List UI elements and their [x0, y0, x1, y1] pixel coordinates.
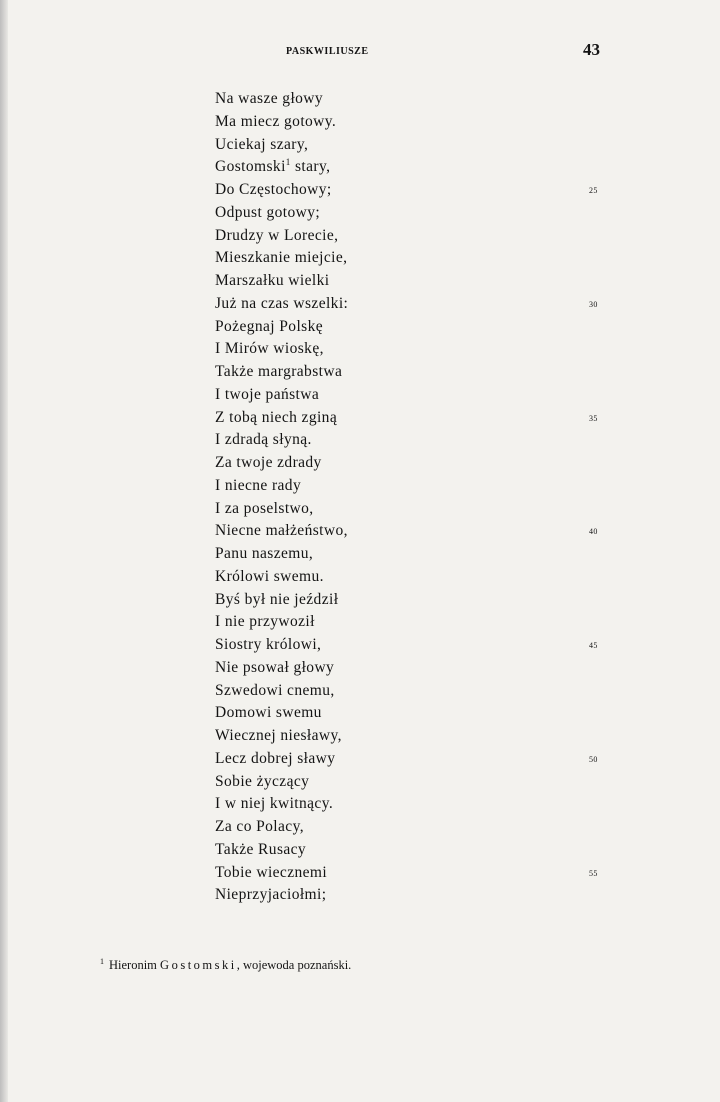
verse-line	[215, 475, 615, 498]
verse-text: Drudzy w Lorecie,	[215, 226, 339, 244]
verse-text: I nie przywoził	[215, 613, 315, 631]
verse-text: Sobie życzący	[215, 772, 310, 790]
verse-text: Siostry królowi,	[215, 636, 322, 653]
verse-line	[215, 634, 615, 657]
verse-line	[215, 725, 615, 748]
verse-line	[215, 179, 615, 202]
verse-line	[215, 702, 615, 725]
verse-text: Także margrabstwa	[215, 363, 343, 380]
verse-line	[215, 520, 615, 543]
verse-text: Z tobą niech zginą	[215, 408, 338, 426]
verse-line	[215, 884, 615, 907]
line-number: 55	[589, 868, 598, 878]
footnote-ref: 1	[285, 157, 291, 168]
verse-line	[215, 407, 615, 430]
footnote-rest: , wojewoda poznański.	[236, 958, 352, 972]
verse-text: Gostomski	[215, 158, 286, 176]
verse-text: I zdradą słyną.	[215, 431, 312, 449]
verse-text: Pożegnaj Polskę	[215, 317, 324, 335]
verse-line	[215, 202, 615, 225]
verse-text: Niecne małżeństwo,	[215, 522, 348, 540]
running-title: PASKWILIUSZE	[286, 46, 369, 57]
verse-line	[215, 566, 615, 589]
verse-line	[215, 111, 615, 134]
verse-text: Marszałku wielki	[215, 272, 330, 289]
verse-line	[215, 452, 615, 475]
line-number: 35	[589, 413, 598, 423]
verse-line	[215, 156, 615, 179]
poem	[215, 88, 615, 907]
verse-text: Królowi swemu.	[215, 567, 324, 585]
verse-line	[215, 225, 615, 248]
verse-text: I twoje państwa	[215, 385, 320, 403]
verse-line	[215, 384, 615, 407]
verse-text: Nieprzyjaciołmi;	[215, 886, 327, 904]
verse-text: Panu naszemu,	[215, 545, 314, 562]
line-number: 50	[589, 754, 598, 764]
verse-text: Wiecznej niesławy,	[215, 727, 342, 744]
verse-text: Odpust gotowy;	[215, 203, 321, 221]
verse-text: Nie psował głowy	[215, 658, 335, 676]
verse-text: Za twoje zdrady	[215, 454, 322, 471]
verse-line	[215, 316, 615, 339]
verse-line	[215, 771, 615, 794]
verse-line	[215, 88, 615, 111]
verse-line	[215, 338, 615, 361]
page-number: 43	[583, 40, 600, 59]
verse-text: I za poselstwo,	[215, 499, 314, 517]
verse-line	[215, 680, 615, 703]
verse-line	[215, 611, 615, 634]
line-number: 30	[589, 299, 598, 309]
footnote-surname: Gostomski	[160, 958, 237, 972]
verse-text: Za co Polacy,	[215, 818, 304, 835]
verse-text: Szwedowi cnemu,	[215, 681, 335, 699]
verse-text: Już na czas wszelki:	[215, 294, 349, 312]
verse-line	[215, 361, 615, 384]
verse-text: Byś był nie jeździł	[215, 590, 339, 608]
verse-text: Domowi swemu	[215, 704, 322, 722]
verse-text: Tobie wiecznemi	[215, 863, 328, 881]
verse-text: Także Rusacy	[215, 840, 307, 858]
page-edge	[0, 0, 8, 1102]
verse-text: Mieszkanie miejcie,	[215, 249, 348, 267]
verse-text: I w niej kwitnący.	[215, 795, 334, 813]
verse-text: I niecne rady	[215, 476, 302, 494]
verse-line	[215, 429, 615, 452]
line-number: 40	[589, 527, 598, 537]
verse-line	[215, 657, 615, 680]
line-number: 25	[589, 186, 598, 195]
line-number: 45	[589, 641, 598, 650]
verse-line	[215, 793, 615, 816]
verse-text: Lecz dobrej sławy	[215, 749, 336, 767]
verse-line	[215, 134, 615, 157]
verse-line	[215, 589, 615, 612]
footnote-marker: 1	[100, 956, 104, 966]
verse-line	[215, 247, 615, 270]
verse-text-continued: stary,	[290, 158, 331, 176]
verse-text: I Mirów wioskę,	[215, 340, 324, 358]
verse-line	[215, 543, 615, 566]
verse-line	[215, 839, 615, 862]
footnote	[100, 958, 351, 973]
verse-line	[215, 270, 615, 293]
footnote-first-name: Hieronim	[109, 958, 157, 972]
verse-line	[215, 293, 615, 316]
verse-line	[215, 816, 615, 839]
verse-text: Uciekaj szary,	[215, 135, 309, 153]
verse-text: Na wasze głowy	[215, 90, 324, 107]
verse-line	[215, 748, 615, 771]
verse-text: Ma miecz gotowy.	[215, 112, 337, 130]
verse-line	[215, 498, 615, 521]
verse-text: Do Częstochowy;	[215, 181, 332, 198]
verse-line	[215, 862, 615, 885]
